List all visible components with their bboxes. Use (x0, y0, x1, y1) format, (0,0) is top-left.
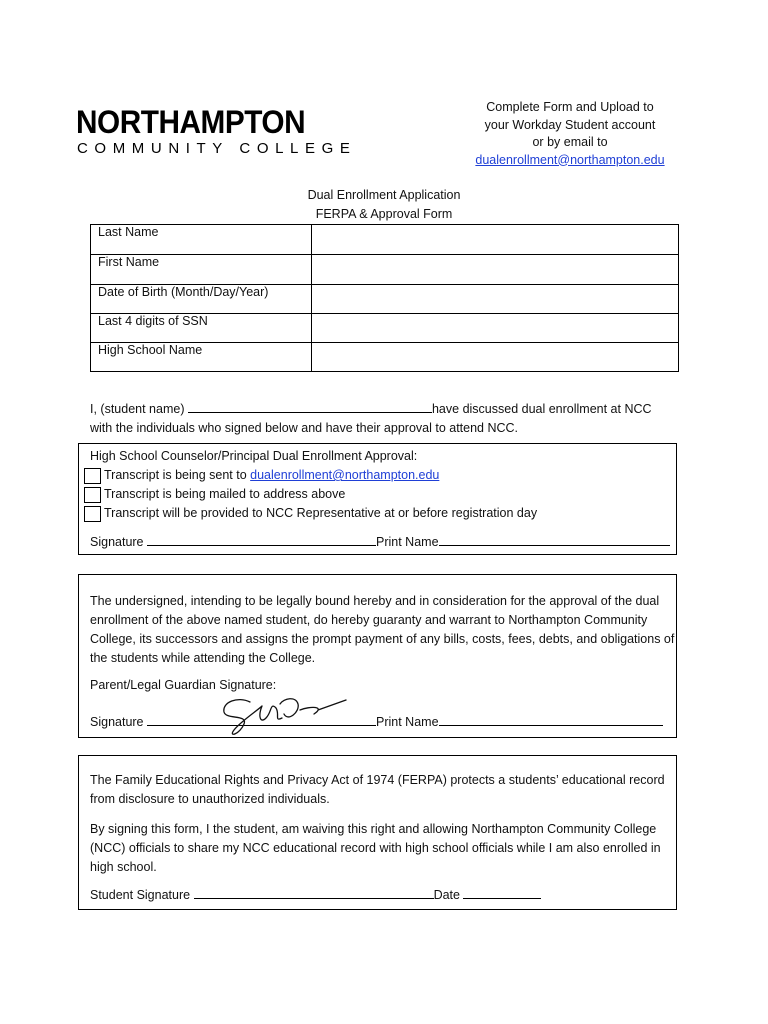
option-email-row (84, 466, 439, 485)
counselor-heading: High School Counselor/Principal Dual Enrollment Approval: (90, 449, 418, 463)
counselor-print-label: Print Name (376, 535, 439, 549)
counselor-signature-label: Signature (90, 535, 144, 549)
option-rep-text: Transcript will be provided to NCC Representative at or before registration day (104, 506, 538, 520)
date-label: Date (433, 888, 460, 902)
upload-line-3: or by email to (532, 135, 608, 149)
counselor-signature-row (90, 533, 670, 552)
first-name-field[interactable] (312, 255, 679, 285)
guardian-paragraph: The undersigned, intending to be legally bound hereby and in consideration for the approval of the dual enrollment of the above named student, do hereby guaranty and warrant to Northampton Community College, its successors and assigns the prompt payment of any bills, costs, fees, debts, and obligations of the students while attending the College. (90, 594, 675, 665)
high-school-label: High School Name (91, 343, 312, 372)
student-name-blank[interactable] (188, 400, 432, 413)
college-logo-subtitle: COMMUNITY COLLEGE (77, 140, 357, 157)
date-blank[interactable] (463, 886, 541, 899)
upload-line-2: your Workday Student account (484, 117, 656, 132)
counselor-signature-blank[interactable] (147, 533, 376, 546)
first-name-label: First Name (91, 255, 312, 285)
student-statement-line-1 (90, 400, 652, 419)
upload-line-1: Complete Form and Upload to (486, 100, 654, 114)
ssn-field[interactable] (312, 314, 679, 343)
statement-suffix: have discussed dual enrollment at NCC (431, 402, 652, 416)
option-mail-checkbox[interactable] (84, 487, 101, 503)
guardian-print-label: Print Name (376, 715, 439, 729)
option-email-link[interactable]: dualenrollment@northampton.edu (250, 468, 440, 482)
dob-field[interactable] (312, 285, 679, 314)
statement-prefix: I, (student name) (90, 402, 185, 416)
guardian-heading: Parent/Legal Guardian Signature: (90, 678, 277, 692)
ferpa-paragraph-2: By signing this form, I the student, am waiving this right and allowing Northampton Community College (NCC) officials to share my NCC educational record with high school officials while I am also enrolled in high school. (90, 822, 661, 874)
option-email-text: Transcript is being sent to (104, 468, 247, 482)
student-info-table (90, 224, 679, 372)
ssn-label: Last 4 digits of SSN (91, 314, 312, 343)
student-signature-row (90, 886, 541, 905)
student-signature-label: Student Signature (90, 888, 191, 902)
high-school-field[interactable] (312, 343, 679, 372)
option-email-checkbox[interactable] (84, 468, 101, 484)
guardian-signature-row (90, 713, 663, 732)
upload-instructions (470, 99, 670, 169)
college-logo-wordmark: NORTHAMPTON (76, 104, 306, 140)
student-signature-blank[interactable] (194, 886, 434, 899)
option-rep-row (84, 504, 537, 523)
form-title-line-1: Dual Enrollment Application (307, 188, 461, 202)
guardian-signature-label: Signature (90, 715, 144, 729)
student-statement-line-2: with the individuals who signed below and have their approval to attend NCC. (90, 421, 519, 435)
option-mail-text: Transcript is being mailed to address above (104, 487, 346, 501)
upload-email-link[interactable]: dualenrollment@northampton.edu (475, 152, 665, 167)
guardian-print-blank[interactable] (439, 713, 663, 726)
handwritten-signature (214, 692, 350, 738)
dob-label: Date of Birth (Month/Day/Year) (91, 285, 312, 314)
option-mail-row (84, 485, 345, 504)
last-name-field[interactable] (312, 225, 679, 255)
option-rep-checkbox[interactable] (84, 506, 101, 522)
form-title (234, 186, 534, 223)
last-name-label: Last Name (91, 225, 312, 255)
form-title-line-2: FERPA & Approval Form (315, 206, 453, 221)
ferpa-paragraph-1: The Family Educational Rights and Privacy Act of 1974 (FERPA) protects a students’ educational record from disclosure to unauthorized individuals. (90, 773, 665, 806)
counselor-print-blank[interactable] (439, 533, 670, 546)
